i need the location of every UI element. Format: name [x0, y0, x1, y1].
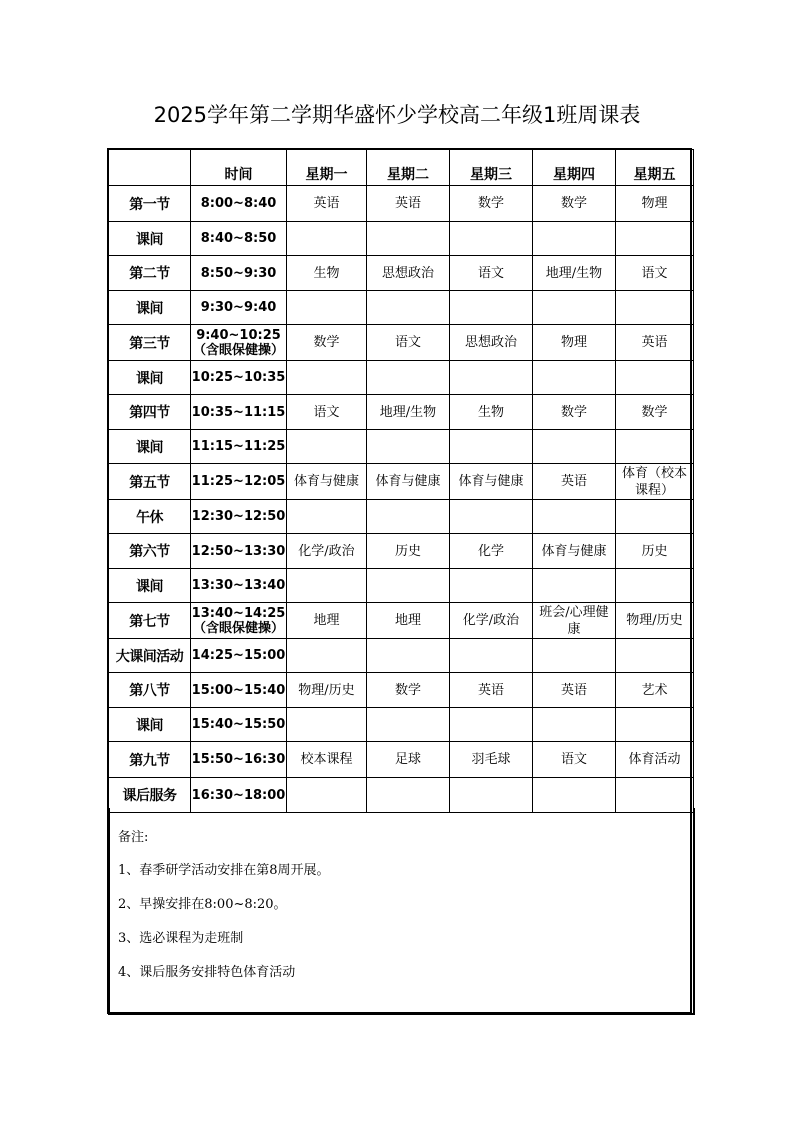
course-cell	[287, 291, 367, 325]
time-cell	[191, 673, 287, 708]
course-cell: 地理/生物	[367, 395, 450, 430]
course-cell: 英语	[367, 186, 450, 222]
course-cell: 校本课程	[287, 742, 367, 778]
day-header: 星期二	[367, 150, 450, 186]
time-range: 12:30~12:50	[191, 509, 286, 524]
period-label: 第一节	[109, 186, 191, 222]
course-cell: 物理	[533, 325, 616, 361]
course-cell: 数学	[533, 395, 616, 430]
time-range: 15:00~15:40	[191, 682, 286, 698]
page-title: 2025学年第二学期华盛怀少学校高二年级1班周课表	[153, 103, 641, 127]
time-cell	[191, 395, 287, 430]
course-cell	[287, 222, 367, 256]
schedule-row	[109, 742, 694, 778]
course-cell: 语文	[533, 742, 616, 778]
course-cell: 语文	[287, 395, 367, 430]
course-cell	[450, 708, 533, 742]
course-cell	[533, 361, 616, 395]
note-item: 1、春季研学活动安排在第8周开展。	[118, 863, 330, 878]
period-label: 课间	[109, 430, 191, 464]
course-cell	[287, 500, 367, 534]
time-header: 时间	[191, 150, 287, 186]
time-cell	[191, 569, 287, 603]
course-cell	[533, 639, 616, 673]
note-item: 4、课后服务安排特色体育活动	[118, 965, 296, 980]
schedule-row	[109, 708, 694, 742]
course-cell	[533, 222, 616, 256]
course-cell	[367, 639, 450, 673]
course-cell	[450, 291, 533, 325]
course-cell: 体育与健康	[533, 534, 616, 569]
time-cell	[191, 361, 287, 395]
course-cell: 化学	[450, 534, 533, 569]
course-cell	[533, 569, 616, 603]
course-cell: 体育与健康	[450, 464, 533, 500]
schedule-row	[109, 464, 694, 500]
course-cell	[367, 361, 450, 395]
schedule-row	[109, 395, 694, 430]
course-cell	[287, 569, 367, 603]
time-cell	[191, 325, 287, 361]
schedule-row	[109, 500, 694, 534]
course-cell	[450, 569, 533, 603]
course-cell	[287, 361, 367, 395]
course-cell: 班会/心理健康	[533, 603, 616, 639]
period-label: 课间	[109, 291, 191, 325]
period-label: 课间	[109, 569, 191, 603]
schedule-row	[109, 222, 694, 256]
time-range: 8:50~9:30	[200, 265, 277, 281]
course-cell	[616, 222, 694, 256]
period-label: 午休	[109, 500, 191, 534]
course-cell: 体育活动	[616, 742, 694, 778]
course-cell	[616, 639, 694, 673]
schedule-row	[109, 673, 694, 708]
period-label: 课后服务	[109, 778, 191, 813]
period-label: 第八节	[109, 673, 191, 708]
period-label: 第五节	[109, 464, 191, 500]
course-cell: 物理	[616, 186, 694, 222]
course-cell	[367, 291, 450, 325]
time-range: 8:40~8:50	[200, 231, 277, 246]
course-cell: 化学/政治	[450, 603, 533, 639]
course-cell: 物理/历史	[287, 673, 367, 708]
note-item: 3、选必课程为走班制	[118, 931, 244, 946]
time-cell	[191, 639, 287, 673]
course-cell	[533, 291, 616, 325]
time-range: 12:50~13:30	[191, 543, 286, 559]
day-header: 星期五	[616, 150, 694, 186]
course-cell: 数学	[450, 186, 533, 222]
time-cell	[191, 222, 287, 256]
course-cell: 生物	[287, 256, 367, 291]
time-note: （含眼保健操）	[192, 620, 284, 636]
period-label: 课间	[109, 222, 191, 256]
period-label: 第三节	[109, 325, 191, 361]
day-header: 星期四	[533, 150, 616, 186]
time-cell	[191, 603, 287, 639]
course-cell	[616, 500, 694, 534]
time-range: 13:40~14:25	[191, 605, 286, 621]
schedule-row	[109, 291, 694, 325]
period-label: 第七节	[109, 603, 191, 639]
time-cell	[191, 708, 287, 742]
course-cell: 思想政治	[367, 256, 450, 291]
course-cell	[367, 430, 450, 464]
schedule-row	[109, 639, 694, 673]
day-header: 星期三	[450, 150, 533, 186]
time-note: （含眼保健操）	[192, 342, 284, 358]
course-cell: 物理/历史	[616, 603, 694, 639]
time-range: 11:15~11:25	[191, 439, 286, 454]
course-cell	[367, 708, 450, 742]
time-range: 9:30~9:40	[200, 300, 277, 315]
time-range: 9:40~10:25	[196, 327, 281, 343]
course-cell: 语文	[616, 256, 694, 291]
course-cell: 体育与健康	[287, 464, 367, 500]
time-range: 14:25~15:00	[191, 648, 286, 663]
course-cell	[367, 500, 450, 534]
time-cell	[191, 256, 287, 291]
course-cell: 英语	[287, 186, 367, 222]
course-cell: 历史	[616, 534, 694, 569]
schedule-row	[109, 569, 694, 603]
schedule-row	[109, 603, 694, 639]
time-range: 15:40~15:50	[191, 717, 286, 732]
period-label: 第九节	[109, 742, 191, 778]
course-cell: 数学	[367, 673, 450, 708]
course-cell	[287, 430, 367, 464]
course-cell	[616, 708, 694, 742]
course-cell: 体育（校本课程）	[616, 464, 694, 500]
note-item: 2、早操安排在8:00~8:20。	[118, 897, 287, 912]
course-cell: 数学	[287, 325, 367, 361]
corner-cell	[109, 150, 191, 186]
course-cell	[287, 708, 367, 742]
course-cell: 历史	[367, 534, 450, 569]
course-cell	[533, 430, 616, 464]
period-label: 课间	[109, 361, 191, 395]
time-cell	[191, 742, 287, 778]
course-cell: 地理/生物	[533, 256, 616, 291]
course-cell: 地理	[367, 603, 450, 639]
course-cell	[616, 430, 694, 464]
course-cell	[533, 708, 616, 742]
course-cell	[450, 500, 533, 534]
course-cell: 数学	[616, 395, 694, 430]
period-label: 大课间活动	[109, 639, 191, 673]
time-range: 10:25~10:35	[191, 370, 286, 385]
course-cell: 艺术	[616, 673, 694, 708]
schedule-row	[109, 186, 694, 222]
course-cell: 英语	[533, 464, 616, 500]
course-cell: 数学	[533, 186, 616, 222]
course-cell	[450, 639, 533, 673]
course-cell	[450, 430, 533, 464]
course-cell: 生物	[450, 395, 533, 430]
notes-heading: 备注:	[118, 830, 149, 845]
course-cell: 体育与健康	[367, 464, 450, 500]
course-cell: 思想政治	[450, 325, 533, 361]
course-cell: 语文	[367, 325, 450, 361]
time-cell	[191, 500, 287, 534]
period-label: 课间	[109, 708, 191, 742]
course-cell	[450, 222, 533, 256]
time-range: 15:50~16:30	[191, 752, 286, 767]
schedule-row	[109, 430, 694, 464]
schedule-table	[108, 149, 694, 813]
time-cell	[191, 291, 287, 325]
course-cell: 化学/政治	[287, 534, 367, 569]
course-cell	[367, 222, 450, 256]
course-cell	[287, 639, 367, 673]
time-cell	[191, 186, 287, 222]
course-cell	[367, 569, 450, 603]
time-range: 8:00~8:40	[200, 196, 277, 211]
course-cell: 英语	[533, 673, 616, 708]
time-range: 11:25~12:05	[191, 474, 286, 489]
course-cell	[616, 569, 694, 603]
course-cell	[616, 361, 694, 395]
time-range: 16:30~18:00	[191, 787, 286, 803]
course-cell	[450, 361, 533, 395]
course-cell: 足球	[367, 742, 450, 778]
time-range: 10:35~11:15	[191, 404, 286, 420]
day-header: 星期一	[287, 150, 367, 186]
course-cell: 英语	[616, 325, 694, 361]
time-cell	[191, 534, 287, 569]
period-label: 第二节	[109, 256, 191, 291]
header-row	[109, 150, 694, 186]
course-cell: 地理	[287, 603, 367, 639]
period-label: 第四节	[109, 395, 191, 430]
time-range: 13:30~13:40	[191, 578, 286, 593]
schedule-row	[109, 361, 694, 395]
period-label: 第六节	[109, 534, 191, 569]
time-cell	[191, 430, 287, 464]
course-cell: 语文	[450, 256, 533, 291]
schedule-row	[109, 534, 694, 569]
notes-box	[108, 808, 695, 1015]
course-cell	[533, 500, 616, 534]
schedule-row	[109, 325, 694, 361]
schedule-row	[109, 256, 694, 291]
course-cell	[616, 291, 694, 325]
course-cell: 羽毛球	[450, 742, 533, 778]
time-cell	[191, 464, 287, 500]
course-cell: 英语	[450, 673, 533, 708]
